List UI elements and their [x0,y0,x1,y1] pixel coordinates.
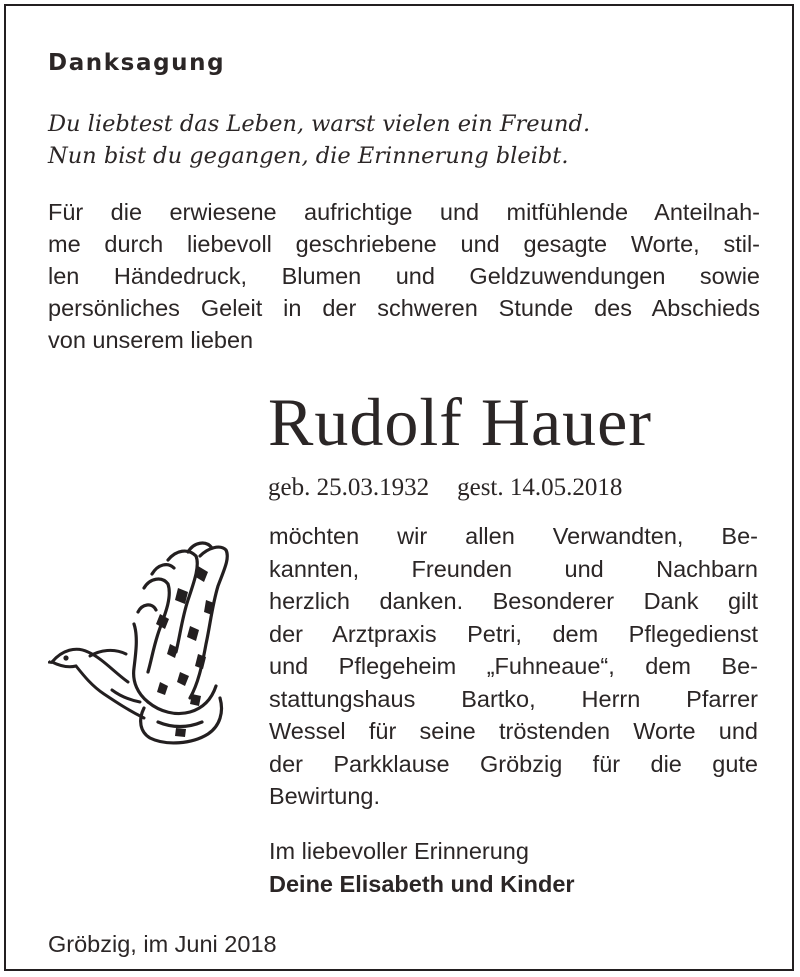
heading: Danksagung [48,50,226,76]
thanks-line: der Arztpraxis Petri, dem Pflegedienst [269,620,758,647]
thanks-text [269,520,758,813]
thanks-line: kannten, Freunden und Nachbarn [269,555,758,582]
death-date: gest. 14.05.2018 [457,474,623,501]
place-and-date: Gröbzig, im Juni 2018 [48,931,277,957]
obituary-card [4,4,794,971]
deceased-name: Rudolf Hauer [268,384,653,460]
intro-line: persönliches Geleit in der schweren Stunde des Abschieds [48,295,760,321]
closing-text: Im liebevoller Erinnerung [269,838,529,864]
thanks-line: stattungshaus Bartko, Herrn Pfarrer [269,685,758,712]
intro-line: Für die erwiesene aufrichtige und mitfühlende Anteilnah- [48,199,760,225]
thanks-line: Wessel für seine tröstenden Worte und [269,718,758,744]
thanks-line: der Parkklause Gröbzig für die gute [269,750,758,777]
intro-line: me durch liebevoll geschriebene und gesagte Worte, stil- [48,231,760,257]
thanks-line: und Pflegeheim „Fuhneaue“, dem Be- [269,653,758,679]
thanks-line: möchten wir allen Verwandten, Be- [269,523,758,549]
birth-date: geb. 25.03.1932 [268,474,430,501]
signature: Deine Elisabeth und Kinder [269,871,575,897]
intro-text [48,196,760,356]
thanks-line: Bewirtung. [269,783,381,809]
intro-line: len Händedruck, Blumen und Geldzuwendungen sowie [48,263,760,289]
intro-line: von unserem lieben [48,327,254,353]
praying-hands-with-dove-icon [48,526,248,746]
motto-line: Du liebtest das Leben, warst vielen ein Freund. [48,111,591,137]
thanks-line: herzlich danken. Besonderer Dank gilt [269,588,758,614]
life-dates [268,472,622,504]
motto-line: Nun bist du gegangen, die Erinnerung bleibt. [48,143,569,169]
motto [48,108,590,172]
